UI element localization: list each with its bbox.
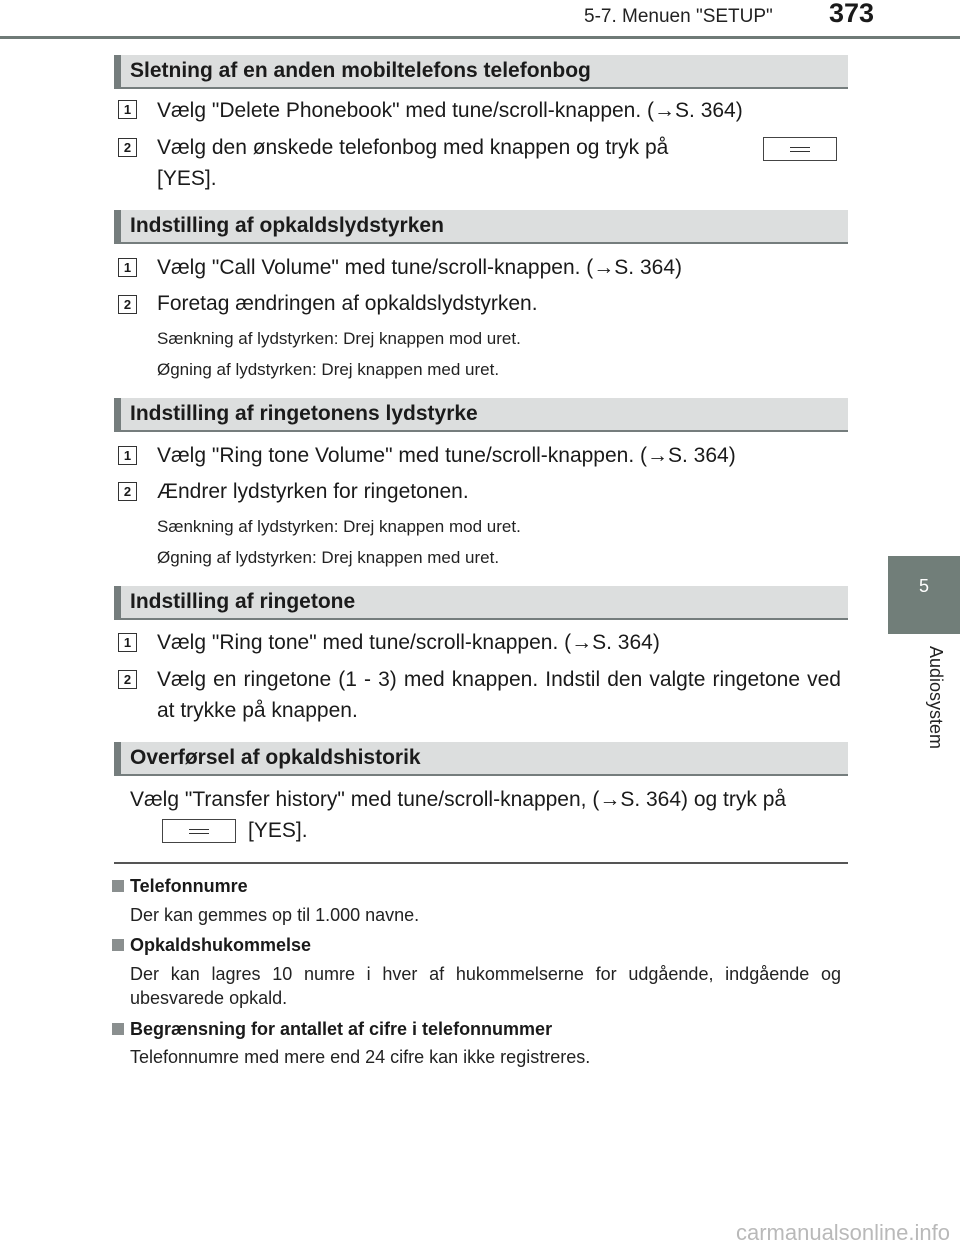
note-text: Øgning af lydstyrken: Drej knappen med uret. [157, 548, 500, 567]
section-heading-text: Indstilling af ringetonens lydstyrke [130, 402, 478, 425]
section-heading-text: Sletning af en anden mobiltelefons telefonbog [130, 59, 591, 82]
note-text: Øgning af lydstyrken: Drej knappen med uret. [157, 360, 500, 379]
step-text: Foretag ændringen af opkaldslydstyrken. [157, 292, 538, 315]
step-text-continued: [YES]. [157, 167, 217, 190]
square-bullet-icon [112, 939, 124, 951]
step-text: Vælg en ringetone (1 - 3) med knappen. Indstil den valgte ringetone ved at trykke på knappen. [157, 668, 841, 722]
step-number: 2 [118, 482, 137, 501]
info-body: Der kan gemmes op til 1.000 navne. [130, 905, 420, 925]
info-body: Der kan lagres 10 numre i hver af hukommelserne for udgående, indgående og ubesvarede opkald. [130, 964, 841, 1008]
step-text: Vælg "Call Volume" med tune/scroll-knappen. (→S. 364) [157, 256, 682, 279]
step-number: 2 [118, 138, 137, 157]
step-text: Ændrer lydstyrken for ringetonen. [157, 480, 469, 503]
chapter-tab[interactable] [888, 556, 960, 634]
note-text: Sænkning af lydstyrken: Drej knappen mod uret. [157, 329, 521, 348]
header-title: 5-7. Menuen "SETUP" [584, 6, 773, 27]
step-number: 2 [118, 670, 137, 689]
info-title: Telefonnumre [112, 876, 248, 897]
step-number: 1 [118, 100, 137, 119]
step-text: Vælg "Ring tone" med tune/scroll-knappen. (→S. 364) [157, 631, 660, 654]
paragraph-text: Vælg "Transfer history" med tune/scroll-knappen, (→S. 364) og tryk på [130, 788, 787, 811]
step-number: 1 [118, 446, 137, 465]
note-text: Sænkning af lydstyrken: Drej knappen mod uret. [157, 517, 521, 536]
info-title: Begrænsning for antallet af cifre i telefonnummer [112, 1019, 552, 1040]
info-title: Opkaldshukommelse [112, 935, 311, 956]
enter-button-icon [763, 137, 837, 161]
chapter-tab-number: 5 [918, 576, 929, 596]
section-heading [114, 398, 848, 432]
section-heading-text: Indstilling af opkaldslydstyrken [130, 214, 444, 237]
header-rule [0, 36, 960, 39]
step-text: Vælg "Ring tone Volume" med tune/scroll-knappen. (→S. 364) [157, 444, 736, 467]
section-heading-text: Indstilling af ringetone [130, 590, 356, 613]
section-heading [114, 210, 848, 244]
info-body: Telefonnumre med mere end 24 cifre kan ikke registreres. [130, 1047, 591, 1067]
square-bullet-icon [112, 880, 124, 892]
section-heading-text: Overførsel af opkaldshistorik [130, 746, 421, 769]
page-number: 373 [829, 0, 875, 28]
step-number: 1 [118, 633, 137, 652]
step-number: 2 [118, 295, 137, 314]
divider [114, 862, 848, 864]
watermark: carmanualsonline.info [735, 1220, 950, 1245]
step-number: 1 [118, 258, 137, 277]
paragraph-text-continued: [YES]. [248, 819, 308, 842]
enter-button-icon [162, 819, 236, 843]
chapter-tab-label: Audiosystem [926, 646, 946, 750]
step-text: Vælg "Delete Phonebook" med tune/scroll-knappen. (→S. 364) [157, 99, 743, 122]
step-text: Vælg den ønskede telefonbog med knappen og tryk på [157, 136, 669, 159]
section-heading [114, 742, 848, 776]
section-heading [114, 586, 848, 620]
square-bullet-icon [112, 1023, 124, 1035]
section-heading [114, 55, 848, 89]
